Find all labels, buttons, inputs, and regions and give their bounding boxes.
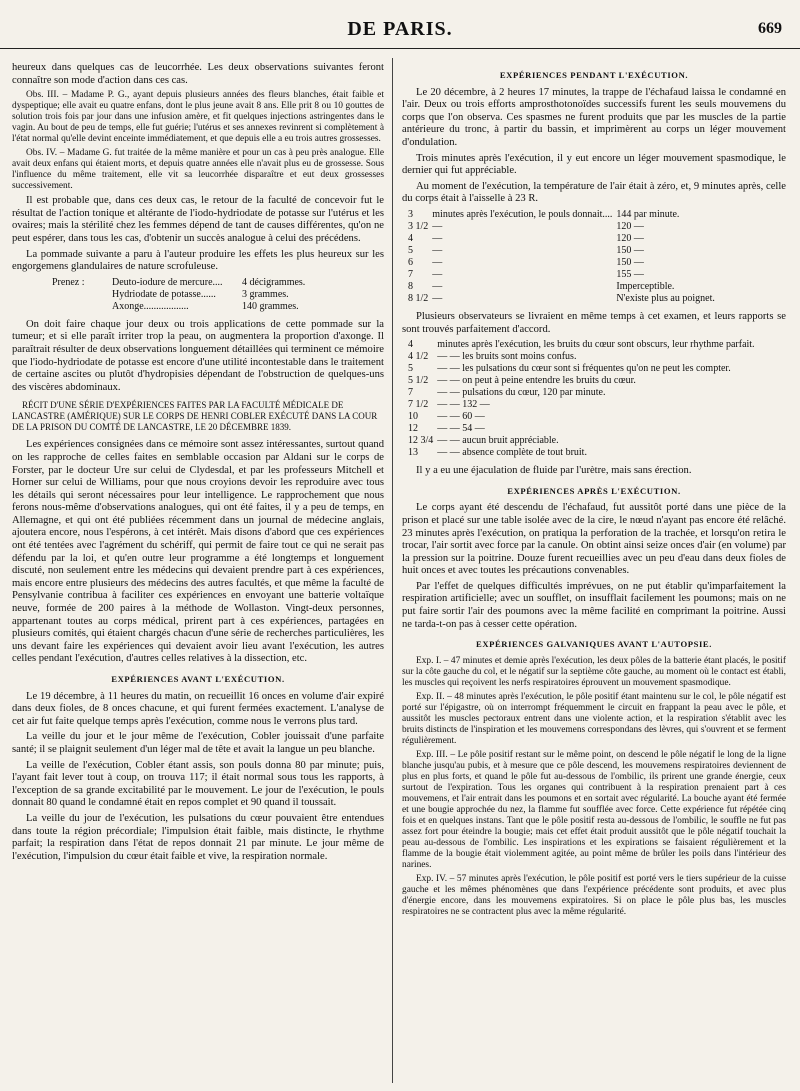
paragraph: On doit faire chaque jour deux ou trois applications de cette pommade sur la tumeur; et si elle paraît irriter trop la peau, on augmentera la proportion d'axonge. Il paraîtrait résulter de deux observations longuement détaillées qui terminent ce mémoire que l'iodo-hydriodate de potasse est encore d'une utilité incontestable dans le traitement de certaine ascites ou plutôt d'hydropisies dépendant de l'obstruction de quelques-uns des viscères abdominaux. — [12, 318, 384, 393]
ingredient-name: Axonge.................. — [112, 300, 189, 312]
observation-3: Obs. III. – Madame P. G., ayant depuis plusieurs années des fleurs blanches, était faible et dyspeptique; elle avait eu quatre enfans, dont le plus jeune avait 8 ans. Elle prit 8 ou 10 gouttes de solution trois fois par jour dans une infusion amère, et fit quelques injections astringentes dans le vagin. Au bout de peu de temps, elle fut guérie; l'utérus et ses annexes revinrent si complètement à l'état normal qu'elle devint enceinte immédiatement, et que depuis elle a eu trois autres grossesses. — [12, 90, 384, 145]
table-cell: — — [432, 280, 443, 292]
table-cell: — — [432, 292, 443, 304]
table-cell: 6 — [408, 256, 413, 268]
table-cell: — — [432, 232, 443, 244]
paragraph: Plusieurs observateurs se livraient en même temps à cet examen, et leurs rapports se sont trouvés parfaitement d'accord. — [402, 310, 786, 335]
page-number: 669 — [758, 20, 782, 37]
table-cell: — — 132 — — [437, 399, 490, 411]
table-cell: 10 — [408, 411, 418, 423]
table-cell: 7 — [408, 268, 413, 280]
subsection-title: EXPÉRIENCES AVANT L'EXÉCUTION. — [111, 674, 285, 684]
right-column — [402, 62, 786, 1083]
paragraph: Le 20 décembre, à 2 heures 17 minutes, la trappe de l'échafaud laissa le condamné en l'air. Deux ou trois efforts amprosthotonoïdes successifs furent les seuls mouvemens du corps que l'on observa. Ces spasmes ne furent produits que par les muscles de la partie antérieure du tronc, à partir du bassin, et imprimèrent au corps un léger mouvement d'ondulation. — [402, 86, 786, 148]
prescription-row — [52, 277, 384, 289]
paragraph: La veille du jour et le jour même de l'exécution, Cobler jouissait d'une parfaite santé; il se plaignit seulement d'un léger mal de tête et avait la langue un peu blanche. — [12, 731, 384, 755]
table-cell: 8 — [408, 280, 413, 292]
table-cell: 7 1/2 — [408, 399, 429, 411]
table-cell: — — les pulsations du cœur sont si fréquentes qu'on ne peut les compter. — [437, 363, 731, 375]
experiment-3: Exp. III. – Le pôle positif restant sur le même point, on descend le pôle négatif le long de la ligne blanche jusqu'au pubis, et à mesure que ce pôle descend, les mouvemens respiratoires deviennent de plus en plus forts, et quand le pôle fut au-dessous de l'ombilic, ils prirent une grande énergie, ceux surtout de l'expiration. Tous les organes qui contribuent à la respiration prenaient part à ces mouvemens, et l'air entrait dans les poumons et en sortait avec régularité. La bouche ayant été fermée et une bougie approchée du nez, la flamme fut soufflée avec force. Cette expérience fut répétée cinq fois et en quelques instans. Tant que le pôle positif resta au-dessous de l'ombilic, le souffle ne fut pas assez fort pour éteindre la bougie; mais cet effet était produit aussitôt que le pôle négatif touchait la peau au-dessous de l'ombilic. Les inspirations et les expirations se faisaient régulièrement et la flamme de la bougie était violemment agitée, au point même de brûler les poils dans l'intérieur des narines. — [402, 749, 786, 870]
table-cell: — — [432, 244, 443, 256]
table-row — [408, 351, 759, 363]
paragraph: La pommade suivante a paru à l'auteur produire les effets les plus heureux sur les engorgemens glandulaires de nature scrofuleuse. — [12, 248, 384, 273]
table-cell: — — [432, 220, 443, 232]
subsection-title: EXPÉRIENCES APRÈS L'EXÉCUTION. — [507, 485, 681, 496]
table-row — [408, 375, 759, 387]
paragraph: La veille de l'exécution, Cobler étant assis, son pouls donna 80 par minute; puis, l'ayant fait lever tout à coup, on trouva 117; il était normal sous tous les rapports, à l'exception de sa grande excitabilité par le mouvement. Le jour de l'exécution, le pouls donnait 80 quand le condamné était en repos complet et 90 quand il toussait. — [12, 759, 384, 809]
table-cell: 150 — — [616, 244, 644, 256]
paragraph: Le corps ayant été descendu de l'échafaud, fut aussitôt porté dans une pièce de la prison et placé sur une table isolée avec de la cire, le nœud n'ayant pas encore été relâché. 23 minutes après l'exécution, on pratiqua la perforation de la trachée, et lorsqu'on retira le trocar, l'air sortit avec force par la canule. On obtint ainsi seize onces d'air (en volume) par la pression sur la poitrine. Douze furent recueillies avec un peu d'eau dans deux fioles de huit onces et avec toutes les précautions convenables. — [402, 502, 786, 577]
table-row — [408, 387, 759, 399]
observation-4: Obs. IV. – Madame G. fut traitée de la même manière et pour un cas à peu près analogue. Elle avait deux enfans qui étaient morts, et depuis quatre années elle n'avait plus eu de grossesse. Sous l'influence du même traitement, elle vit sa leucorrhée disparaître et eut deux grossesses successivement. — [12, 148, 384, 192]
table-row — [408, 293, 719, 305]
prescription — [52, 277, 384, 313]
prescription-row — [52, 289, 384, 301]
table-cell: 5 — [408, 363, 413, 375]
table-cell: minutes après l'exécution, les bruits du cœur sont obscurs, leur rhythme parfait. — [437, 339, 755, 351]
prescription-prenez: Prenez : — [52, 276, 85, 288]
paragraph: Le 19 décembre, à 11 heures du matin, on recueillit 16 onces en volume d'air expiré dans deux fioles, de 8 onces chacune, et qui furent fermées exactement. L'analyse de cet air fut faite quelque temps après l'exécution, comme nous le verrons plus tard. — [12, 690, 384, 727]
paragraph: La veille du jour de l'exécution, les pulsations du cœur pouvaient être entendues dans toute la région précordiale; l'impulsion était faible, mais distincte, le rhythme parfait; la respiration dans l'état de repos donnait 21 par minute. Le jour même de l'exécution, l'impulsion du cœur était faible et vive, la respiration normale. — [12, 812, 384, 862]
table-cell: — — les bruits sont moins confus. — [437, 351, 577, 363]
table-cell: 13 — [408, 447, 418, 459]
table-cell: 3 — [408, 208, 413, 220]
table-cell: N'existe plus au poignet. — [616, 292, 715, 304]
table-row — [408, 245, 719, 257]
experiment-4: Exp. IV. – 57 minutes après l'exécution, le pôle positif est porté vers le tiers supérieur de la cuisse gauche et les mêmes phénomènes que dans l'expérience précédente sont produits, et avec plus d'énergie encore, dans les mouvemens expiratoires. Si on place le pôle plus bas, les muscles respiratoires ne se contractent plus avec la même régularité. — [402, 873, 786, 917]
subsection-title: EXPÉRIENCES PENDANT L'EXÉCUTION. — [499, 70, 689, 80]
table-cell: — — 54 — — [437, 423, 485, 435]
table-cell: 8 1/2 — [408, 292, 429, 304]
table-cell: — — [432, 268, 443, 280]
table-cell: — — absence complète de tout bruit. — [437, 447, 587, 459]
table-cell: 4 1/2 — [408, 351, 429, 363]
table-row — [408, 257, 719, 269]
table-row — [408, 281, 719, 293]
table-cell: 12 3/4 — [408, 435, 434, 447]
experiment-1: Exp. I. – 47 minutes et demie après l'exécution, les deux pôles de la batterie étant placés, le positif sur la côte gauche du col, et le négatif sur la septième côte gauche, au moment où le contact est établi, les muscles qui reçoivent les nerfs respiratoires éprouvent un mouvement spasmodique. — [402, 655, 786, 688]
table-row — [408, 399, 759, 411]
table-row — [408, 221, 719, 233]
table-cell: Imperceptible. — [616, 280, 675, 292]
table-cell: 4 — [408, 232, 413, 244]
paragraph: Trois minutes après l'exécution, il y eut encore un léger mouvement spasmodique, le dernier qui fut appréciable. — [402, 152, 786, 177]
experiment-2: Exp. II. – 48 minutes après l'exécution, le pôle positif étant maintenu sur le col, le pôle négatif est porté sur l'épigastre, où on interrompt fréquemment le circuit en frappant la peau avec le pôle, et aussitôt les muscles pectoraux entrent dans une violente action, et la respiration s'établit avec les bruits distincts de l'inspiration et les mouvemens correspondans des lèvres, qui s'ouvrent et se ferment régulièrement. — [402, 691, 786, 746]
pulse-table — [408, 209, 719, 305]
ingredient-name: Deuto-iodure de mercure.... — [112, 276, 223, 288]
table-row — [408, 447, 759, 459]
running-title: DE PARIS. — [347, 18, 453, 40]
table-cell: — — on peut à peine entendre les bruits du cœur. — [437, 375, 636, 387]
paragraph: Au moment de l'exécution, la température de l'air était à zéro, et, 9 minutes après, celle du corps était à l'aisselle à 23 R. — [402, 180, 786, 205]
ingredient-name: Hydriodate de potasse...... — [112, 288, 216, 300]
prescription-row — [52, 301, 384, 313]
table-cell: 5 — [408, 244, 413, 256]
table-cell: — — 60 — — [437, 411, 485, 423]
paragraph: Par l'effet de quelques difficultés imprévues, on ne put établir qu'imparfaitement la respiration artificielle; avec un soufflet, on insufflait facilement les poumons; mais on ne put faire sortir l'air des poumons avec la même facilité en comprimant la poitrine. Aussi ne tarda-t-on pas à cesser cette opération. — [402, 580, 786, 630]
table-cell: 5 1/2 — [408, 375, 429, 387]
table-row — [408, 269, 719, 281]
table-cell: 7 — [408, 387, 413, 399]
column-rule — [392, 58, 393, 1083]
page-header — [0, 14, 800, 49]
table-row — [408, 411, 759, 423]
table-cell: 4 — [408, 339, 413, 351]
table-row — [408, 363, 759, 375]
table-row — [408, 339, 759, 351]
table-cell: 12 — [408, 423, 418, 435]
table-cell: 155 — — [616, 268, 644, 280]
left-column — [12, 62, 384, 1083]
ingredient-qty: 140 grammes. — [242, 300, 299, 312]
ingredient-qty: 4 décigrammes. — [242, 276, 306, 288]
paragraph: Les expériences consignées dans ce mémoire sont assez intéressantes, surtout quand on les rapproche de celles faites en semblable occasion par Aldani sur le corps de Forster, par le docteur Ure sur celui de Clydesdal, et par les professeurs Mitchell et Horner sur celui de Williams, pour que nous croyions devoir les reproduire avec tous les détails qui seront nécessaires pour leur intelligence. Le rapprochement que nous ferons nous-même d'observations analogues, qui ont été faites, il y a peu de temps, en Allemagne, et qui ont été publiées récemment dans un journal de médecine anglais, ajoutera encore, nous l'espérons, à cet intérêt. Mais disons d'abord que ces expériences ont été tentées avec l'agrément du schériff, qui permit de faire tout ce qui ne serait pas défendu par la loi, et qu'en outre leur programme a été longtemps et longuement discuté, non seulement entre les médecins qui devaient prendre part à ces expériences, mais encore entre plusieurs des médecins des autres facultés, et que même la faculté de Pensylvanie contribua à faciliter ces expériences en envoyant une batterie voltaïque neuve, formée de 200 paires à la méthode de Wollaston. Vingt-deux personnes, appartenant toutes au corps médical, prirent part à ces expériences, partagées en plusieurs comités, qui étaient chargés chacun d'une série de recherches particulières, les uns devant faire les expériences qui devaient avoir lieu avant l'exécution, les autres celles pendant l'exécution, d'autres celles relatives à la dissection, etc. — [12, 439, 384, 665]
table-row — [408, 209, 719, 221]
section-title: RÉCIT D'UNE SÉRIE D'EXPÉRIENCES FAITES PAR LA FACULTÉ MÉDICALE DE LANCASTRE (AMÉRIQUE) SUR LE CORPS DE HENRI COBLER EXÉCUTÉ DANS LA COUR DE LA PRISON DU COMTÉ DE LANCASTRE, LE 20 DÉCEMBRE 1839. — [12, 400, 378, 433]
table-row — [408, 435, 759, 447]
table-row — [408, 423, 759, 435]
table-row — [408, 233, 719, 245]
table-cell: — — pulsations du cœur, 120 par minute. — [437, 387, 606, 399]
table-cell: — — aucun bruit appréciable. — [437, 435, 559, 447]
table-cell: 120 — — [616, 220, 644, 232]
table-cell: 150 — — [616, 256, 644, 268]
table-cell: 120 — — [616, 232, 644, 244]
paragraph: Il y a eu une éjaculation de fluide par l'urètre, mais sans érection. — [416, 465, 692, 477]
subsection-title: EXPÉRIENCES GALVANIQUES AVANT L'AUTOPSIE. — [475, 639, 713, 650]
table-cell: 3 1/2 — [408, 220, 429, 232]
table-cell: — — [432, 256, 443, 268]
table-cell: minutes après l'exécution, le pouls donnait.... — [432, 208, 613, 220]
paragraph: heureux dans quelques cas de leucorrhée. Les deux observations suivantes feront connaître son mode d'action dans ces cas. — [12, 62, 384, 86]
table-cell: 144 par minute. — [616, 208, 680, 220]
paragraph: Il est probable que, dans ces deux cas, le retour de la faculté de concevoir fut le résultat de l'action tonique et altérante de l'iodo-hydriodate de potasse sur l'utérus et les ovaires; mais la stérilité chez les femmes dépend de tant de causes différentes, qu'on ne peut espérer, dans tous les cas, d'obtenir un succès analogue à celui des précédens. — [12, 195, 384, 244]
heart-table — [408, 339, 759, 459]
ingredient-qty: 3 grammes. — [242, 288, 289, 300]
